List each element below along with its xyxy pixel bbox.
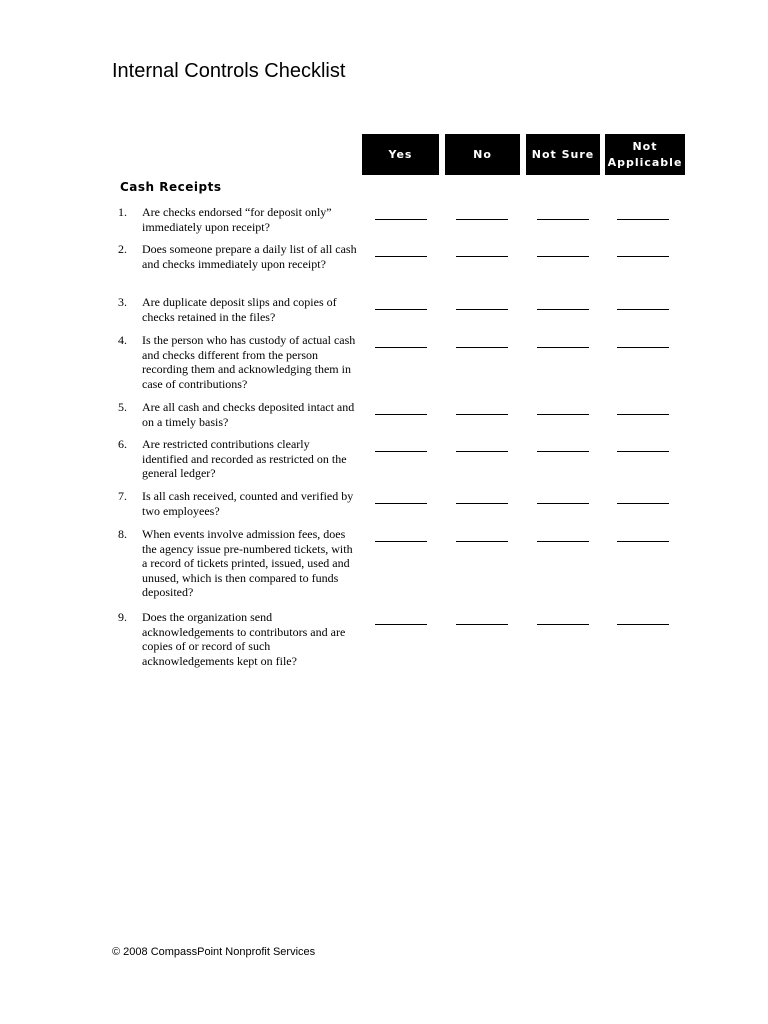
item-number: 3. — [118, 295, 127, 309]
item-number: 5. — [118, 400, 127, 414]
checklist-item — [118, 205, 358, 234]
item-question: Are restricted contributions clearly identified and recorded as restricted on the general ledger? — [142, 437, 347, 481]
item-number: 2. — [118, 242, 127, 256]
column-header-yes: Yes — [362, 134, 439, 175]
item-question: Are duplicate deposit slips and copies of checks retained in the files? — [142, 295, 337, 324]
answer-blank-yes[interactable] — [375, 624, 427, 625]
answer-blank-not-applicable[interactable] — [617, 624, 669, 625]
answer-blank-yes[interactable] — [375, 451, 427, 452]
column-header-no: No — [445, 134, 520, 175]
page-title: Internal Controls Checklist — [112, 60, 346, 82]
answer-blank-yes[interactable] — [375, 309, 427, 310]
answer-blank-not-sure[interactable] — [537, 451, 589, 452]
footer-copyright: © 2008 CompassPoint Nonprofit Services — [112, 946, 316, 958]
item-number: 1. — [118, 205, 127, 219]
answer-blank-no[interactable] — [456, 309, 508, 310]
checklist-item — [118, 489, 358, 518]
item-number: 4. — [118, 333, 127, 347]
answer-blank-not-sure[interactable] — [537, 256, 589, 257]
item-question: Are checks endorsed “for deposit only” immediately upon receipt? — [142, 205, 332, 234]
item-number: 8. — [118, 527, 127, 541]
item-question: Is the person who has custody of actual cash and checks different from the person recording them and acknowledging them in case of contributions? — [142, 333, 356, 391]
answer-blank-yes[interactable] — [375, 503, 427, 504]
item-number: 6. — [118, 437, 127, 451]
answer-blank-not-applicable[interactable] — [617, 347, 669, 348]
answer-blank-yes[interactable] — [375, 347, 427, 348]
answer-blank-no[interactable] — [456, 256, 508, 257]
checklist-item — [118, 242, 358, 271]
section-title: Cash Receipts — [120, 180, 222, 194]
answer-blank-not-sure[interactable] — [537, 219, 589, 220]
checklist-item — [118, 610, 358, 668]
checklist-item — [118, 437, 358, 481]
answer-blank-not-sure[interactable] — [537, 347, 589, 348]
answer-blank-not-sure[interactable] — [537, 541, 589, 542]
answer-blank-not-applicable[interactable] — [617, 541, 669, 542]
answer-blank-no[interactable] — [456, 624, 508, 625]
answer-blank-no[interactable] — [456, 503, 508, 504]
item-number: 9. — [118, 610, 127, 624]
answer-blank-yes[interactable] — [375, 219, 427, 220]
column-header-not-sure: Not Sure — [526, 134, 600, 175]
item-number: 7. — [118, 489, 127, 503]
answer-blank-not-sure[interactable] — [537, 414, 589, 415]
checklist-item — [118, 295, 358, 324]
answer-blank-not-sure[interactable] — [537, 624, 589, 625]
item-question: Is all cash received, counted and verified by two employees? — [142, 489, 354, 518]
checklist-item — [118, 400, 358, 429]
answer-blank-yes[interactable] — [375, 256, 427, 257]
answer-blank-not-applicable[interactable] — [617, 309, 669, 310]
checklist-item — [118, 333, 358, 391]
answer-blank-no[interactable] — [456, 414, 508, 415]
answer-blank-no[interactable] — [456, 347, 508, 348]
checklist-item — [118, 527, 358, 600]
item-question: When events involve admission fees, does the agency issue pre-numbered tickets, with a record of tickets printed, issued, used and unused, which is then compared to funds deposited? — [142, 527, 353, 600]
answer-blank-not-applicable[interactable] — [617, 503, 669, 504]
item-question: Are all cash and checks deposited intact and on a timely basis? — [142, 400, 355, 429]
answer-blank-no[interactable] — [456, 451, 508, 452]
answer-blank-not-applicable[interactable] — [617, 414, 669, 415]
answer-blank-not-sure[interactable] — [537, 309, 589, 310]
item-question: Does someone prepare a daily list of all cash and checks immediately upon receipt? — [142, 242, 357, 271]
answer-blank-yes[interactable] — [375, 414, 427, 415]
answer-blank-not-applicable[interactable] — [617, 256, 669, 257]
answer-blank-yes[interactable] — [375, 541, 427, 542]
answer-blank-not-sure[interactable] — [537, 503, 589, 504]
item-question: Does the organization send acknowledgements to contributors and are copies of or record of such acknowledgements kept on file? — [142, 610, 346, 668]
answer-blank-not-applicable[interactable] — [617, 451, 669, 452]
column-header-not-applicable: Not Applicable — [605, 134, 685, 175]
answer-blank-no[interactable] — [456, 541, 508, 542]
answer-blank-not-applicable[interactable] — [617, 219, 669, 220]
answer-blank-no[interactable] — [456, 219, 508, 220]
